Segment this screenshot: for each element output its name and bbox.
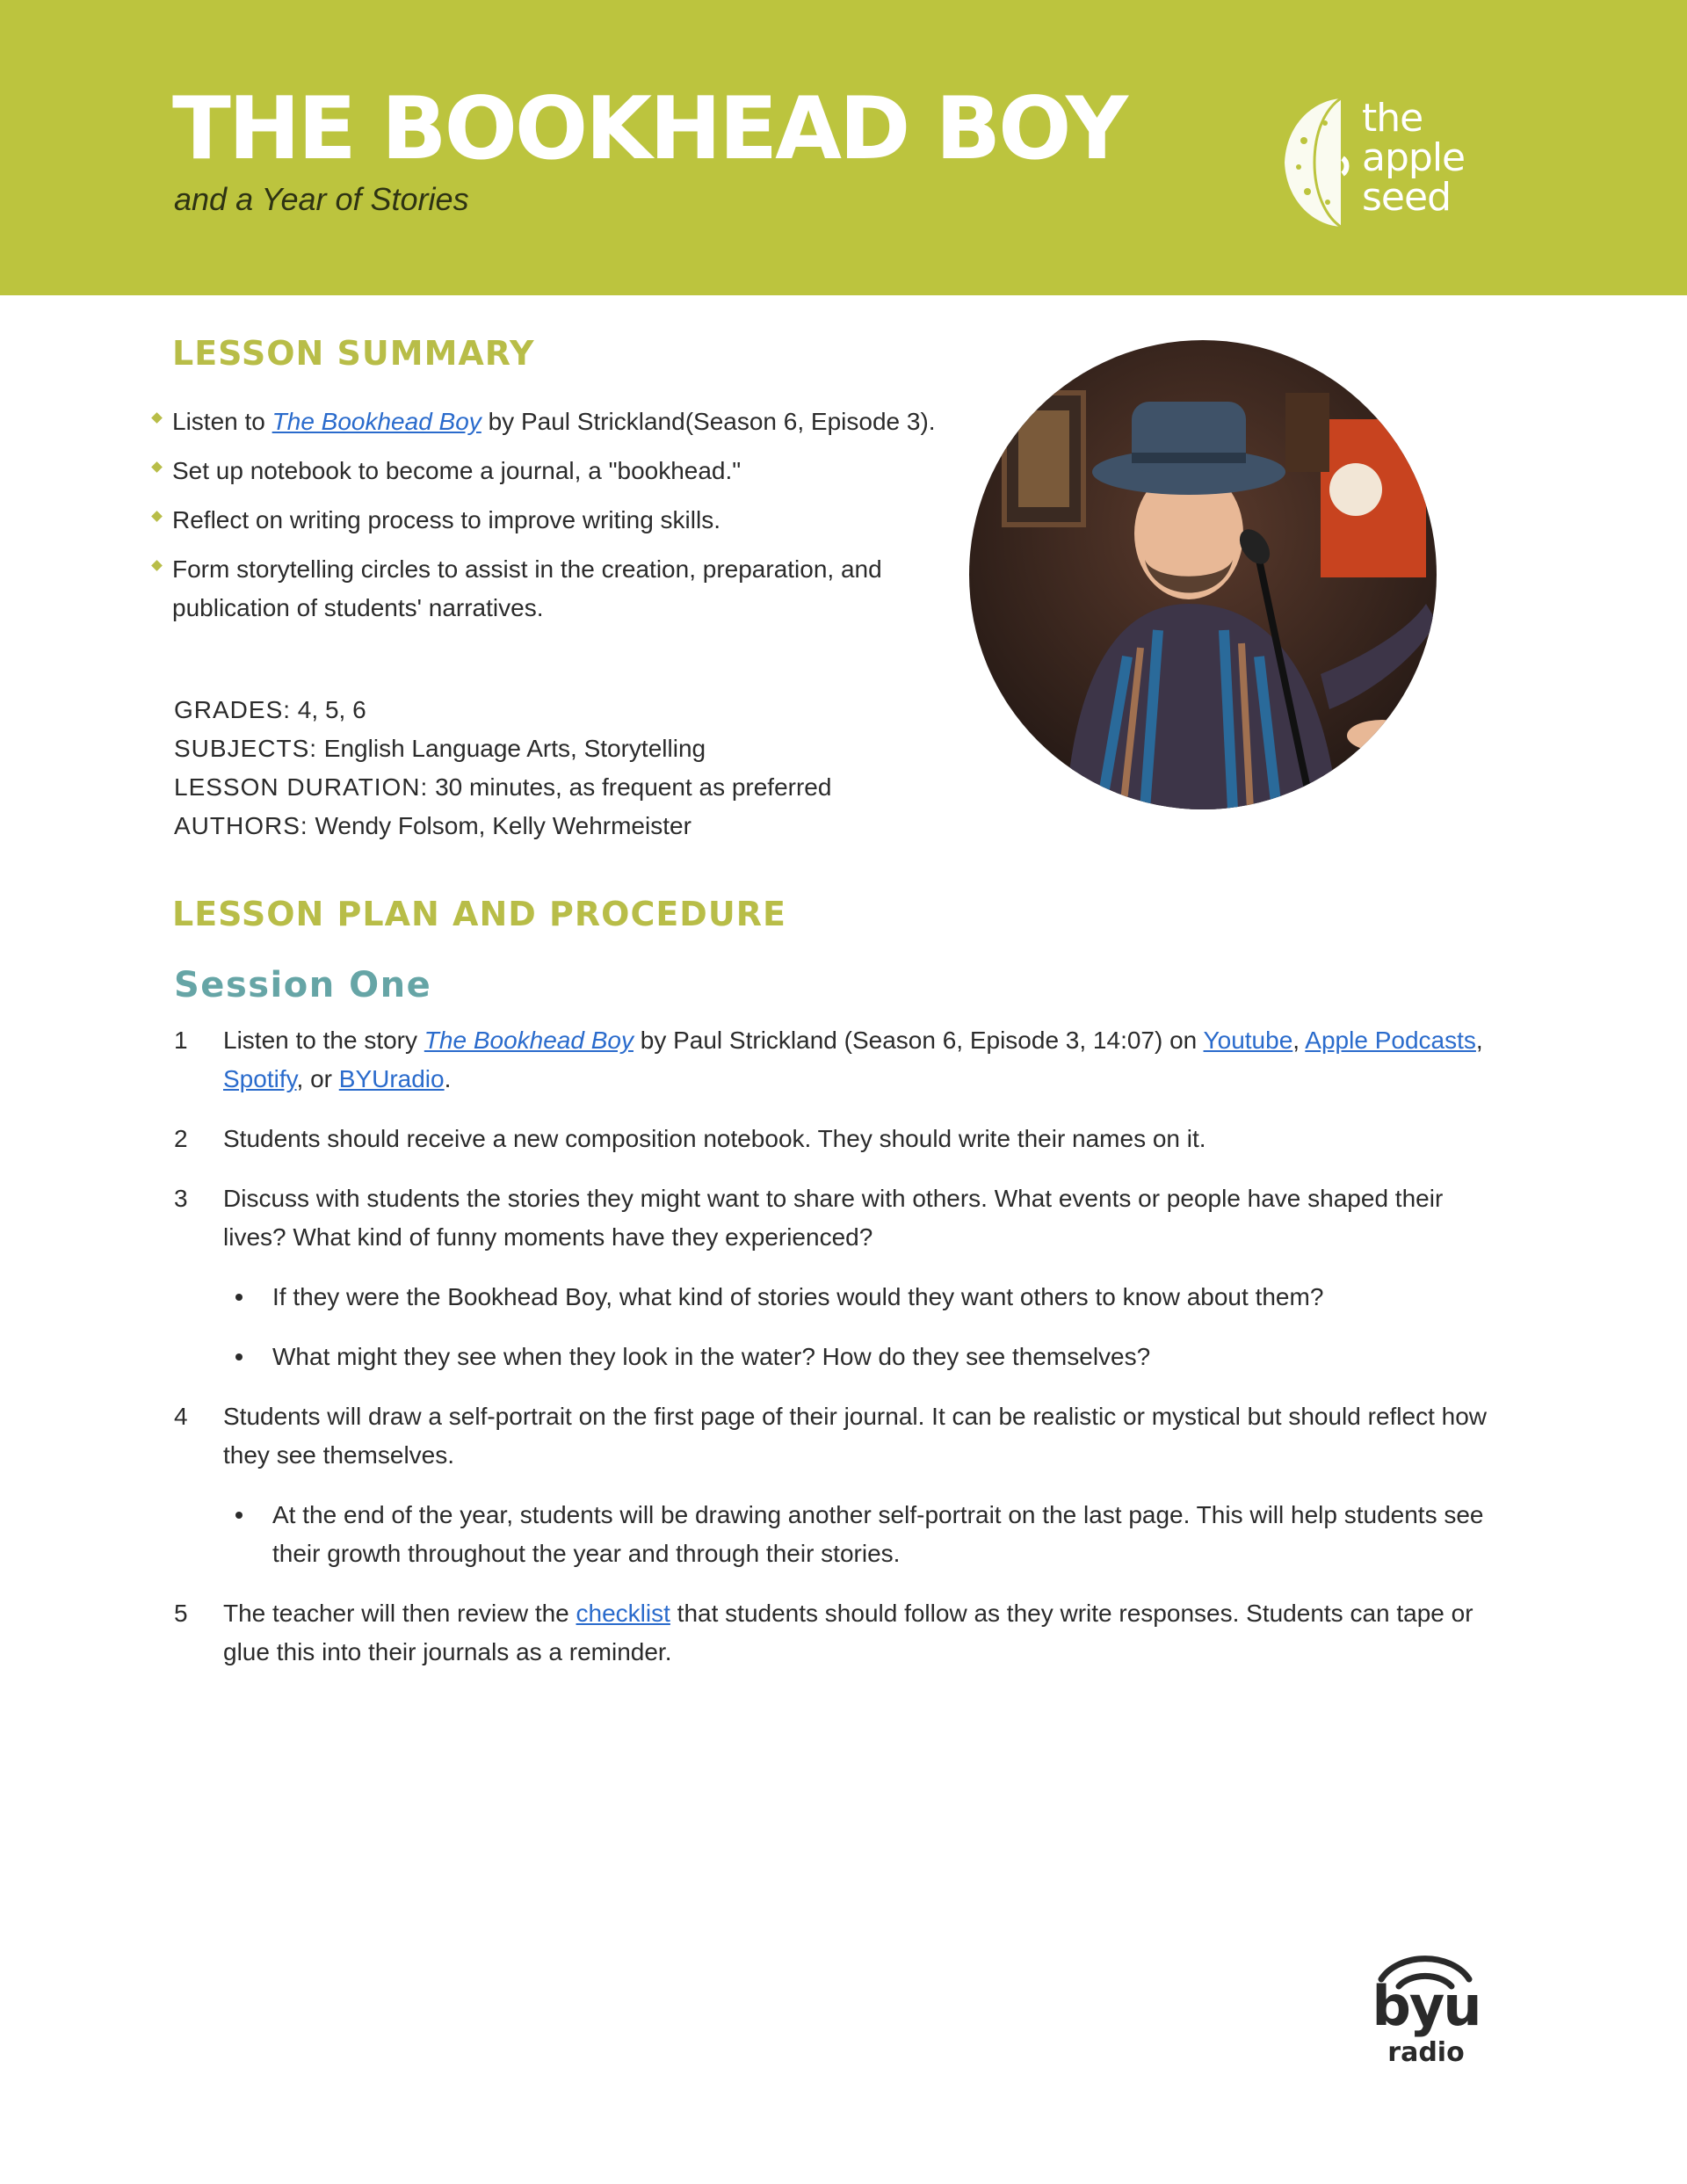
bullet-icon bbox=[151, 511, 163, 522]
sub-item bbox=[223, 1278, 1490, 1317]
checklist-link[interactable]: checklist bbox=[576, 1600, 670, 1627]
step-text: Listen to the story bbox=[223, 1027, 424, 1054]
bookhead-boy-link[interactable]: The Bookhead Boy bbox=[272, 408, 481, 435]
step-3 bbox=[172, 1179, 1490, 1376]
separator: . bbox=[444, 1065, 452, 1092]
sub-item bbox=[223, 1338, 1490, 1376]
meta-grades: GRADES: 4, 5, 6 bbox=[174, 696, 366, 723]
summary-list bbox=[172, 403, 945, 638]
bullet-icon bbox=[235, 1353, 243, 1360]
lesson-summary-heading: LESSON SUMMARY bbox=[172, 334, 535, 373]
step-2 bbox=[172, 1120, 1490, 1158]
logo-line: the bbox=[1362, 96, 1423, 141]
bullet-icon bbox=[235, 1512, 243, 1519]
meta-authors: AUTHORS: Wendy Folsom, Kelly Wehrmeister bbox=[174, 812, 691, 839]
apple-seed-logo-icon bbox=[1279, 97, 1358, 229]
procedure-steps bbox=[172, 1021, 1490, 1693]
step-4-subitems bbox=[223, 1496, 1490, 1573]
summary-item bbox=[172, 550, 945, 628]
step-number: 3 bbox=[174, 1185, 188, 1212]
radio-logo-text: radio bbox=[1387, 2037, 1465, 2068]
sub-item bbox=[223, 1496, 1490, 1573]
summary-text: Listen to bbox=[172, 408, 272, 435]
lesson-meta bbox=[174, 691, 831, 845]
meta-duration: LESSON DURATION: 30 minutes, as frequent as preferred bbox=[174, 773, 832, 801]
byu-logo-text: byu bbox=[1372, 1974, 1481, 2038]
summary-item bbox=[172, 403, 945, 441]
header-band bbox=[0, 0, 1687, 295]
step-number: 5 bbox=[174, 1600, 188, 1627]
sub-item-text: What might they see when they look in the water? How do they see themselves? bbox=[272, 1343, 1151, 1370]
sub-item-text: If they were the Bookhead Boy, what kind of stories would they want others to know about them? bbox=[272, 1283, 1324, 1310]
summary-item bbox=[172, 501, 945, 540]
separator: , bbox=[1475, 1027, 1483, 1054]
step-number: 2 bbox=[174, 1125, 188, 1152]
step-1 bbox=[172, 1021, 1490, 1099]
summary-item bbox=[172, 452, 945, 490]
step-text: Discuss with students the stories they might want to share with others. What events or people have shaped their lives? What kind of funny moments have they experienced? bbox=[223, 1185, 1444, 1251]
bookhead-boy-story-link[interactable]: The Bookhead Boy bbox=[424, 1027, 634, 1054]
youtube-link[interactable]: Youtube bbox=[1203, 1027, 1293, 1054]
storyteller-photo bbox=[969, 340, 1437, 809]
step-4 bbox=[172, 1397, 1490, 1573]
summary-text: Reflect on writing process to improve writing skills. bbox=[172, 506, 720, 533]
meta-subjects: SUBJECTS: English Language Arts, Storytelling bbox=[174, 735, 706, 762]
session-one-heading: Session One bbox=[174, 965, 432, 1005]
separator: , or bbox=[296, 1065, 339, 1092]
lesson-plan-heading: LESSON PLAN AND PROCEDURE bbox=[172, 895, 786, 933]
step-number: 1 bbox=[174, 1027, 188, 1054]
step-text: Students should receive a new composition notebook. They should write their names on it. bbox=[223, 1125, 1206, 1152]
apple-seed-logo-text bbox=[1362, 96, 1466, 220]
summary-text: Form storytelling circles to assist in the creation, preparation, and publication of students' narratives. bbox=[172, 555, 882, 621]
step-text: The teacher will then review the bbox=[223, 1600, 576, 1627]
storyteller-illustration bbox=[969, 340, 1437, 809]
summary-text: Set up notebook to become a journal, a "bookhead." bbox=[172, 457, 742, 484]
step-text: by Paul Strickland (Season 6, Episode 3, 14:07) on bbox=[633, 1027, 1204, 1054]
bullet-icon bbox=[151, 560, 163, 571]
step-3-subitems bbox=[223, 1278, 1490, 1376]
page-title: THE BOOKHEAD BOY bbox=[172, 79, 1126, 179]
byuradio-link[interactable]: BYUradio bbox=[338, 1065, 445, 1092]
summary-text: by Paul Strickland(Season 6, Episode 3). bbox=[481, 408, 936, 435]
bullet-icon bbox=[235, 1294, 243, 1301]
bullet-icon bbox=[151, 461, 163, 473]
separator: , bbox=[1292, 1027, 1306, 1054]
sub-item-text: At the end of the year, students will be drawing another self-portrait on the last page. This will help students see their growth throughout the year and through their stories. bbox=[272, 1501, 1484, 1567]
apple-podcasts-link[interactable]: Apple Podcasts bbox=[1305, 1027, 1476, 1054]
bullet-icon bbox=[151, 412, 163, 424]
logo-line: seed bbox=[1362, 175, 1451, 220]
step-5 bbox=[172, 1594, 1490, 1672]
step-text: Students will draw a self-portrait on the first page of their journal. It can be realistic or mystical but should reflect how they see themselves. bbox=[223, 1403, 1488, 1469]
logo-line: apple bbox=[1362, 135, 1466, 180]
step-number: 4 bbox=[174, 1403, 188, 1430]
page-subtitle: and a Year of Stories bbox=[174, 181, 469, 217]
spotify-link[interactable]: Spotify bbox=[223, 1065, 297, 1092]
step-text: that students should follow as they write responses. Students can tape or glue this into their journals as a reminder. bbox=[223, 1600, 1473, 1665]
